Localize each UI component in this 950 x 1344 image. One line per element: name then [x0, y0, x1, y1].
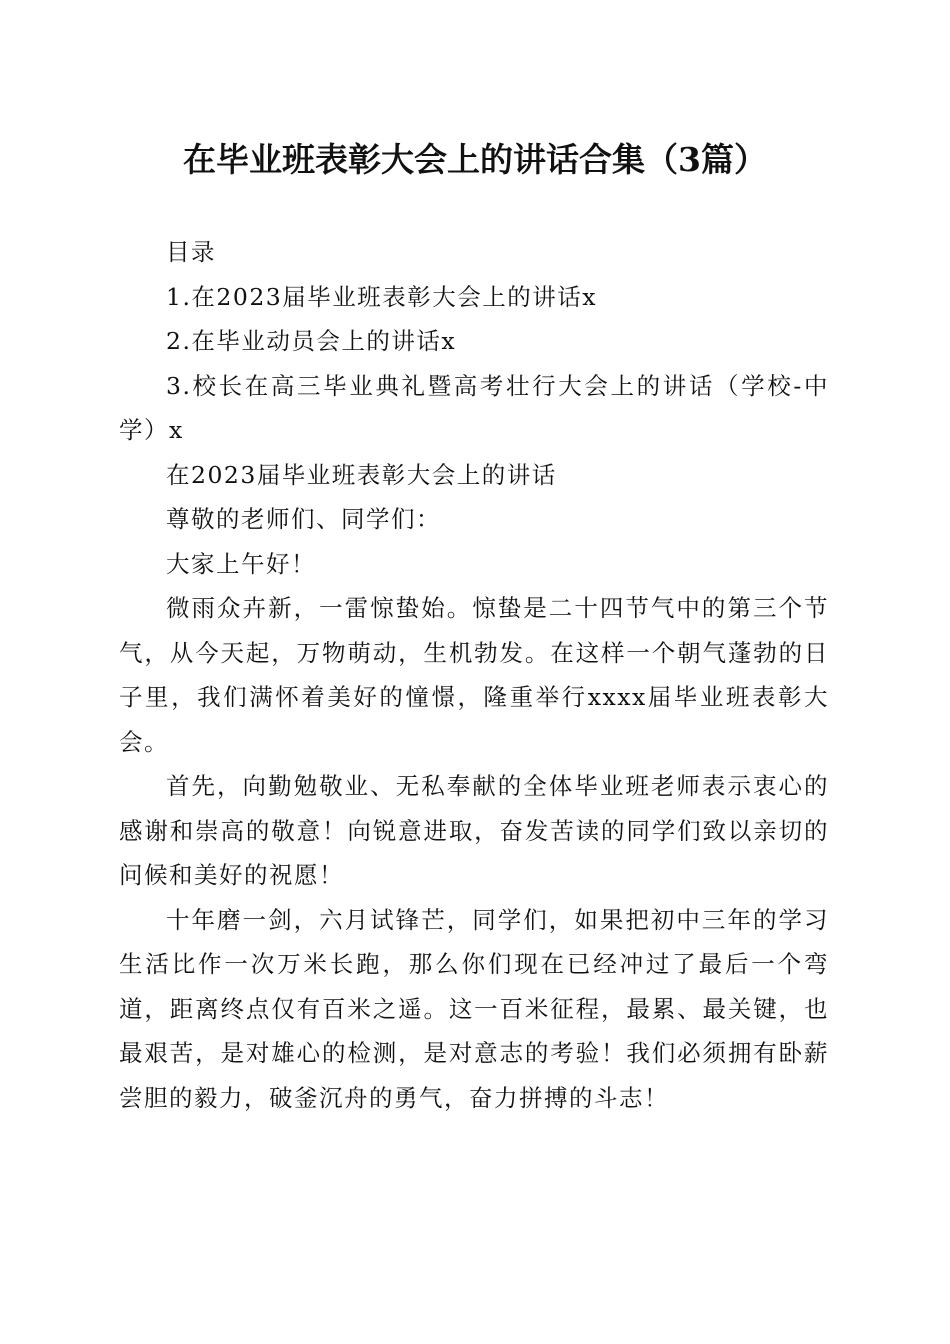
greeting: 大家上午好！ [166, 549, 316, 578]
section-title: 在2023届毕业班表彰大会上的讲话 [166, 460, 557, 489]
body-paragraph: 十年磨一剑，六月试锋芒，同学们，如果把初中三年的学习生活比作一次万米长跑，那么你们现在已经冲过了最后一个弯道，距离终点仅有百米之遥。这一百米征程，最累、最关键，也最艰苦，是对雄心的检测，是对意志的考验！我们必须拥有卧薪尝胆的毅力，破釜沉舟的勇气，奋力拼搏的斗志！ [119, 905, 829, 1112]
toc-item: 3.校长在高三毕业典礼暨高考壮行大会上的讲话（学校-中学）x [119, 371, 829, 444]
body-paragraph: 微雨众卉新，一雷惊蛰始。惊蛰是二十四节气中的第三个节气，从今天起，万物萌动，生机勃发。在这样一个朝气蓬勃的日子里，我们满怀着美好的憧憬，隆重举行xxxx届毕业班表彰大会。 [119, 594, 829, 756]
toc-item: 1.在2023届毕业班表彰大会上的讲话x [166, 282, 597, 311]
toc-item: 2.在毕业动员会上的讲话x [166, 327, 457, 355]
body-paragraph: 首先，向勤勉敬业、无私奉献的全体毕业班老师表示衷心的感谢和崇高的敬意！向锐意进取，奋发苦读的同学们致以亲切的问候和美好的祝愿！ [119, 772, 829, 889]
salutation: 尊敬的老师们、同学们： [166, 505, 441, 533]
document-title: 在毕业班表彰大会上的讲话合集（3篇） [183, 140, 767, 179]
document-body [119, 230, 829, 1120]
toc-heading: 目录 [166, 238, 216, 266]
